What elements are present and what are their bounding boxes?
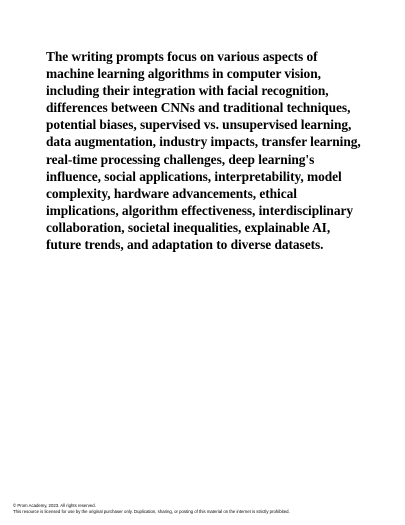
footer <box>13 503 398 515</box>
footer-license: This resource is licensed for use by the original purchaser only. Duplication, sharing, or posting of this material on the internet is strictly prohibited. <box>13 509 290 514</box>
footer-copyright: © Prom Academy, 2023. All rights reserved. <box>13 503 96 508</box>
body-paragraph: The writing prompts focus on various aspects of machine learning algorithms in computer vision, including their integration with facial recognition, differences between CNNs and traditional techniques, potential biases, supervised vs. unsupervised learning, data augmentation, industry impacts, transfer learning, real-time processing challenges, deep learning's influence, social applications, interpretability, model complexity, hardware advancements, ethical implications, algorithm effectiveness, interdisciplinary collaboration, societal inequalities, explainable AI, future trends, and adaptation to diverse datasets. <box>46 49 361 253</box>
